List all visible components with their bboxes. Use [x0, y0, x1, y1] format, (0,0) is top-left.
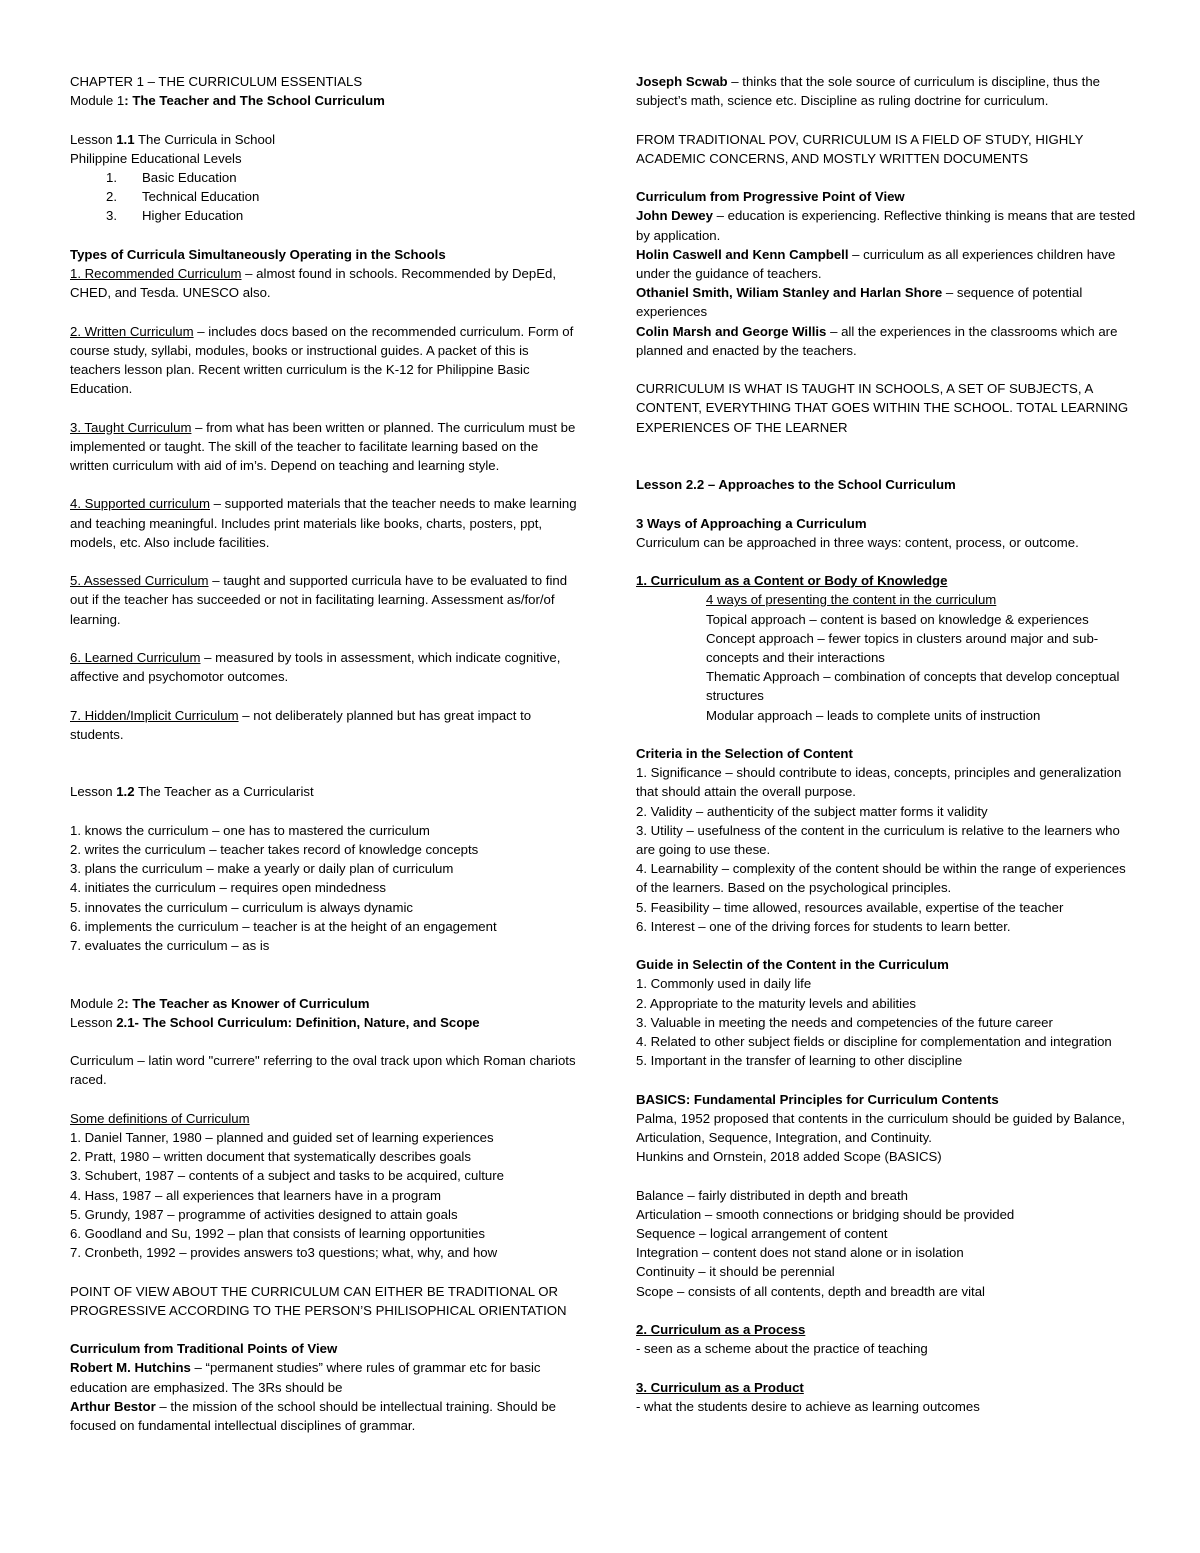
list-item: 1. Daniel Tanner, 1980 – planned and guided set of learning experiences — [70, 1129, 494, 1145]
right-column — [636, 72, 1139, 1416]
list-item: 1. knows the curriculum – one has to mastered the curriculum — [70, 822, 430, 838]
list-item: Modular approach – leads to complete units of instruction — [706, 707, 1041, 723]
list-item: 4. Learnability – complexity of the content should be within the range of experiences of the learners. Based on the psychological principles. — [636, 861, 1130, 896]
type-item: 7. Hidden/Implicit Curriculum – not deliberately planned but has great impact to students. — [70, 707, 535, 742]
list-item: Continuity – it should be perennial — [636, 1264, 835, 1280]
progressive-entry: Colin Marsh and George Willis – all the experiences in the classrooms which are planned and enacted by the teachers. — [636, 323, 1122, 358]
curriculum-statement: CURRICULUM IS WHAT IS TAUGHT IN SCHOOLS, A SET OF SUBJECTS, A CONTENT, EVERYTHING THAT GOES WITHIN THE SCHOOL. TOTAL LEARNING EXPERIENCES OF THE LEARNER — [636, 381, 1132, 435]
type-item: 4. Supported curriculum – supported materials that the teacher needs to make learning and teaching meaningful. Includes print materials like books, charts, posters, ppt, models, etc. Also include facilities. — [70, 496, 581, 550]
module-1-heading: Module 1: The Teacher and The School Curriculum — [70, 93, 385, 109]
definitions-heading: Some definitions of Curriculum — [70, 1110, 250, 1126]
list-item: Scope – consists of all contents, depth and breadth are vital — [636, 1283, 985, 1299]
guide-heading: Guide in Selectin of the Content in the Curriculum — [636, 957, 949, 973]
list-item: 5. Grundy, 1987 – programme of activities designed to attain goals — [70, 1206, 458, 1222]
levels-list — [70, 168, 580, 226]
criteria-heading: Criteria in the Selection of Content — [636, 745, 853, 761]
list-item: 4. Related to other subject fields or discipline for complementation and integration — [636, 1034, 1112, 1050]
list-item: 1. Significance – should contribute to ideas, concepts, principles and generalization that should attain the overall purpose. — [636, 765, 1125, 800]
lesson-2-1-heading: Lesson 2.1- The School Curriculum: Definition, Nature, and Scope — [70, 1014, 480, 1030]
list-item: 6. Goodland and Su, 1992 – plan that consists of learning opportunities — [70, 1225, 485, 1241]
list-item: 3. Valuable in meeting the needs and competencies of the future career — [636, 1014, 1053, 1030]
scwab-entry: Joseph Scwab – thinks that the sole source of curriculum is discipline, thus the subject’s math, science etc. Discipline as ruling doctrine for curriculum. — [636, 74, 1104, 109]
type-item: 6. Learned Curriculum – measured by tools in assessment, which indicate cognitive, affective and psychomotor outcomes. — [70, 649, 565, 685]
module-2-heading: Module 2: The Teacher as Knower of Curriculum — [70, 995, 370, 1011]
lesson-2-2-heading: Lesson 2.2 – Approaches to the School Curriculum — [636, 477, 956, 493]
list-item: Thematic Approach – combination of concepts that develop conceptual structures — [706, 669, 1124, 704]
type-item: 1. Recommended Curriculum – almost found in schools. Recommended by DepEd, CHED, and Tesda. UNESCO also. — [70, 266, 560, 301]
product-heading: 3. Curriculum as a Product — [636, 1379, 804, 1395]
list-item: 7. Cronbeth, 1992 – provides answers to3 questions; what, why, and how — [70, 1245, 498, 1261]
list-item: 5. innovates the curriculum – curriculum is always dynamic — [70, 899, 414, 915]
list-item: 6. implements the curriculum – teacher is at the height of an engagement — [70, 918, 497, 934]
product-text: - what the students desire to achieve as learning outcomes — [636, 1398, 980, 1414]
process-text: - seen as a scheme about the practice of teaching — [636, 1341, 928, 1357]
basics-text: Hunkins and Ornstein, 2018 added Scope (BASICS) — [636, 1149, 942, 1165]
list-item: 6. Interest – one of the driving forces for students to learn better. — [636, 918, 1011, 934]
list-item: 5. Feasibility – time allowed, resources available, expertise of the teacher — [636, 899, 1064, 915]
list-item: 2. Technical Education — [106, 189, 260, 205]
list-item: 3. Utility – usefulness of the content in the curriculum is relative to the learners who are going to use these. — [636, 822, 1124, 857]
hutchins-entry: Robert M. Hutchins – “permanent studies” where rules of grammar etc for basic education are emphasized. The 3Rs should be — [70, 1360, 545, 1395]
list-item: 2. Pratt, 1980 – written document that systematically describes goals — [70, 1149, 471, 1165]
list-item: 2. Appropriate to the maturity levels and abilities — [636, 995, 917, 1011]
levels-heading: Philippine Educational Levels — [70, 150, 242, 166]
list-item: Articulation – smooth connections or bridging should be provided — [636, 1206, 1015, 1222]
list-item: 3. Higher Education — [106, 208, 244, 224]
list-item: 4. initiates the curriculum – requires open mindedness — [70, 880, 386, 896]
progressive-heading: Curriculum from Progressive Point of View — [636, 189, 905, 205]
bestor-entry: Arthur Bestor – the mission of the school should be intellectual training. Should be focused on fundamental intellectual disciplines of grammar. — [70, 1398, 560, 1433]
list-item: 1. Basic Education — [106, 170, 237, 185]
list-item: Topical approach – content is based on knowledge & experiences — [706, 611, 1089, 627]
types-heading: Types of Curricula Simultaneously Operating in the Schools — [70, 246, 446, 262]
presenting-list — [636, 590, 1136, 724]
type-item: 5. Assessed Curriculum – taught and supported curricula have to be evaluated to find out if the teacher has succeeded or not in facilitating learning. Assessment as/for/of learning. — [70, 573, 571, 627]
chapter-title: CHAPTER 1 – THE CURRICULUM ESSENTIALS — [70, 74, 363, 89]
traditional-statement: FROM TRADITIONAL POV, CURRICULUM IS A FIELD OF STUDY, HIGHLY ACADEMIC CONCERNS, AND MOSTLY WRITTEN DOCUMENTS — [636, 131, 1087, 166]
ways-heading: 3 Ways of Approaching a Curriculum — [636, 515, 867, 531]
list-item: 3. Schubert, 1987 – contents of a subject and tasks to be acquired, culture — [70, 1168, 504, 1184]
list-item: 5. Important in the transfer of learning to other discipline — [636, 1053, 963, 1069]
type-item: 3. Taught Curriculum – from what has been written or planned. The curriculum must be implemented or taught. The skill of the teacher to facilitate learning based on the written curriculum with aid of im’s. Depend on teaching and learning style. — [70, 419, 579, 473]
type-item: 2. Written Curriculum – includes docs based on the recommended curriculum. Form of course study, syllabi, modules, books or instructional guides. A packet of this is teachers lesson plan. Recent written curriculum is the K-12 for Philippine Basic Education. — [70, 323, 577, 397]
lesson-1-1-heading: Lesson 1.1 The Curricula in School — [70, 131, 276, 147]
process-heading: 2. Curriculum as a Process — [636, 1322, 806, 1338]
list-item: 2. writes the curriculum – teacher takes record of knowledge concepts — [70, 841, 479, 857]
list-item: Sequence – logical arrangement of content — [636, 1226, 888, 1242]
list-item: 4. Hass, 1987 – all experiences that learners have in a program — [70, 1187, 441, 1203]
progressive-entry: Othaniel Smith, Wiliam Stanley and Harlan Shore – sequence of potential experiences — [636, 285, 1086, 320]
presenting-heading: 4 ways of presenting the content in the curriculum — [706, 592, 997, 608]
list-item: 2. Validity – authenticity of the subject matter forms it validity — [636, 803, 988, 819]
lesson-1-2-heading: Lesson 1.2 The Teacher as a Curricularist — [70, 784, 314, 800]
curriculum-definition: Curriculum – latin word "currere" referring to the oval track upon which Roman chariots raced. — [70, 1053, 580, 1088]
list-item: Integration – content does not stand alone or in isolation — [636, 1245, 964, 1261]
progressive-entry: Holin Caswell and Kenn Campbell – curriculum as all experiences children have under the guidance of teachers. — [636, 246, 1119, 281]
basics-text: Palma, 1952 proposed that contents in the curriculum should be guided by Balance, Articulation, Sequence, Integration, and Continuity. — [636, 1110, 1128, 1146]
left-column — [70, 72, 580, 1435]
progressive-entry: John Dewey – education is experiencing. Reflective thinking is means that are tested by application. — [636, 208, 1139, 243]
list-item: 3. plans the curriculum – make a yearly or daily plan of curriculum — [70, 861, 454, 877]
list-item: Balance – fairly distributed in depth and breath — [636, 1187, 908, 1203]
content-heading: 1. Curriculum as a Content or Body of Knowledge — [636, 573, 948, 589]
list-item: 1. Commonly used in daily life — [636, 976, 812, 992]
basics-heading: BASICS: Fundamental Principles for Curriculum Contents — [636, 1091, 999, 1107]
ways-text: Curriculum can be approached in three ways: content, process, or outcome. — [636, 534, 1079, 550]
traditional-heading: Curriculum from Traditional Points of View — [70, 1341, 338, 1357]
list-item: 7. evaluates the curriculum – as is — [70, 937, 270, 953]
pov-statement: POINT OF VIEW ABOUT THE CURRICULUM CAN EITHER BE TRADITIONAL OR PROGRESSIVE ACCORDING TO THE PERSON’S PHILISOPHICAL ORIENTATION — [70, 1283, 567, 1318]
list-item: Concept approach – fewer topics in clusters around major and sub-concepts and their interactions — [706, 630, 1099, 665]
